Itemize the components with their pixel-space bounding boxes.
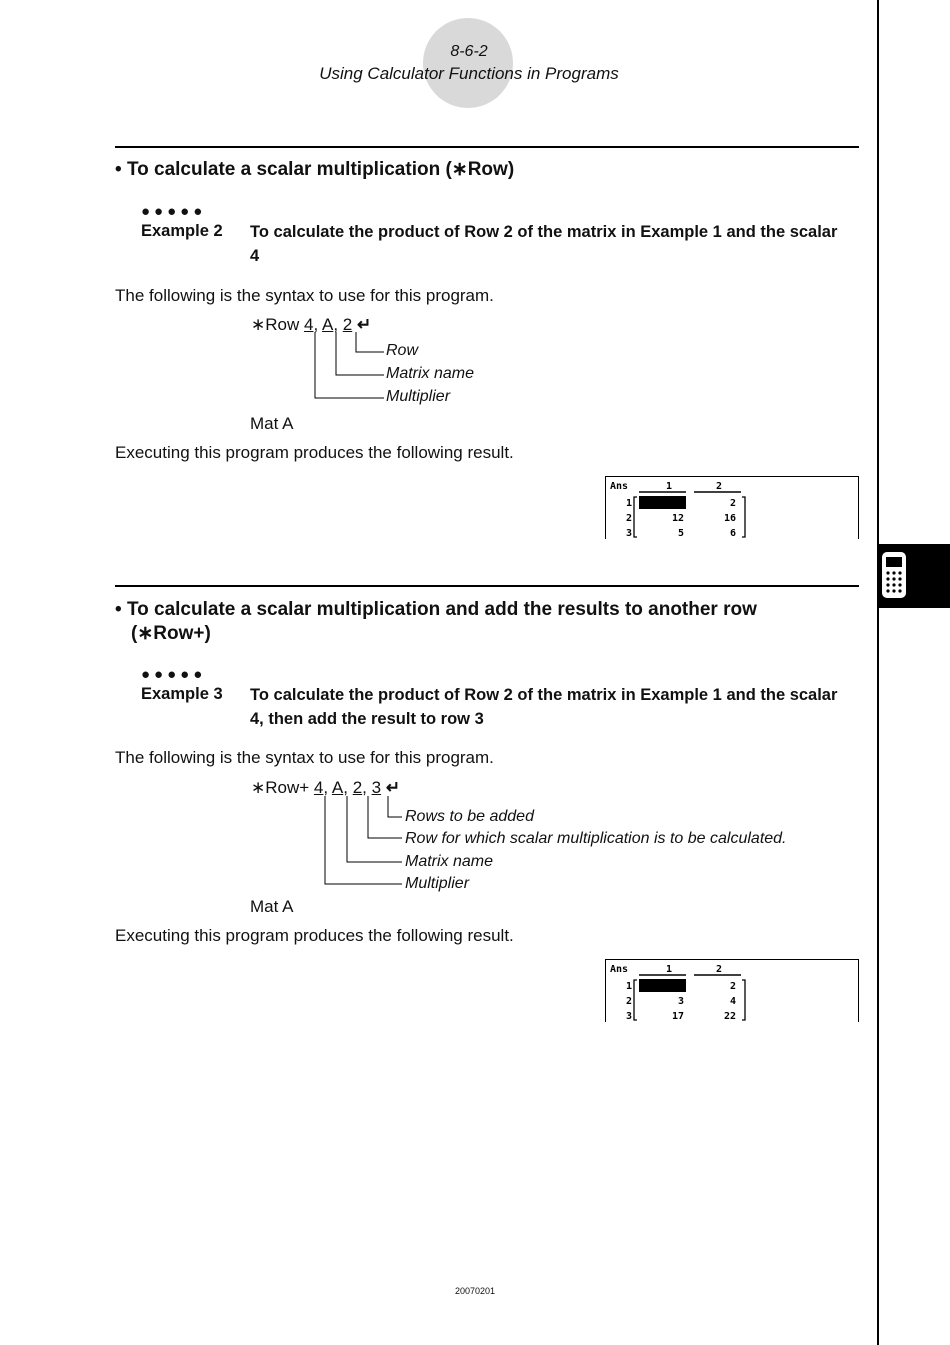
command-name: Row [265,315,300,334]
ans-label: Ans [610,964,629,975]
annotation-leader-lines [310,796,410,888]
heading-bullet: • [115,159,122,180]
syntax-arg: 4 [313,778,324,797]
syntax-line: ∗Row+ 4, A, 2, 3 ↵ [251,778,401,797]
section-divider [115,585,859,587]
matrix-cell: 6 [729,528,736,539]
result-intro: Executing this program produces the following result. [115,926,514,945]
annotation-label: Rows to be added [405,808,534,825]
calculator-screen [605,959,859,1022]
matrix-cell: 17 [671,1011,684,1022]
page-number: 8-6-2 [450,43,488,60]
matrix-cell: 16 [723,513,736,524]
annotation-leader-lines [300,332,390,402]
mat-line: Mat A [250,414,294,433]
asterisk-symbol: ∗ [251,778,266,797]
syntax-arg: A [331,778,344,797]
command-name: Row+ [265,778,310,797]
syntax-arg: 2 [342,315,353,334]
matrix-cell: 3 [677,996,684,1007]
heading-text-continued: (∗Row+) [131,623,211,644]
row-header: 1 [626,981,633,992]
row-header: 2 [626,996,633,1007]
example-label: Example 2 [141,222,223,240]
annotation-label: Multiplier [386,388,451,405]
column-header: 1 [666,481,673,492]
syntax-arg: A [321,315,334,334]
annotation-label: Row [386,342,419,359]
syntax-intro: The following is the syntax to use for this program. [115,286,494,305]
section-heading [115,598,757,622]
matrix-result-display [606,477,858,539]
matrix-cell: 22 [723,1011,736,1022]
matrix-cell: 5 [677,528,684,539]
syntax-arg: 4 [304,315,314,334]
heading-bullet: • [115,599,122,620]
heading-text: To calculate a scalar multiplication (∗Row) [126,159,515,180]
right-margin-rule [877,0,879,1345]
enter-icon: ↵ [356,315,372,334]
syntax-arg: 2 [352,778,363,797]
syntax-intro: The following is the syntax to use for this program. [115,748,494,767]
asterisk-symbol: ∗ [251,315,266,334]
example-dots: ●●●●● [141,203,207,220]
heading-text: To calculate a scalar multiplication and add the results to another row [126,599,757,620]
section-divider [115,146,859,148]
cursor-highlight [639,979,686,992]
ans-label: Ans [610,481,629,492]
syntax-arg: 3 [371,778,382,797]
result-intro: Executing this program produces the following result. [115,443,514,462]
footer-code: 20070201 [454,1286,496,1296]
matrix-cell: 12 [671,513,684,524]
syntax-line: ∗Row 4, A, 2 ↵ [251,315,372,334]
calculator-screen [605,476,859,539]
mat-line: Mat A [250,897,294,916]
annotation-label: Multiplier [405,875,470,892]
column-header: 2 [716,964,723,975]
matrix-cell: 4 [729,996,736,1007]
matrix-result-display [606,960,858,1022]
annotation-label: Row for which scalar multiplication is to be calculated. [405,830,787,847]
row-header: 2 [626,513,633,524]
column-header: 2 [716,481,723,492]
matrix-cell: 2 [729,981,736,992]
example-description: To calculate the product of Row 2 of the matrix in Example 1 and the scalar 4, then add the result to row 3 [250,686,838,728]
example-description: To calculate the product of Row 2 of the matrix in Example 1 and the scalar 4 [250,223,838,265]
example-dots: ●●●●● [141,666,207,683]
row-header: 3 [626,528,633,539]
cursor-highlight [639,496,686,509]
row-header: 1 [626,498,633,509]
page-title: Using Calculator Functions in Programs [319,64,619,83]
row-header: 3 [626,1011,633,1022]
matrix-cell: 2 [729,498,736,509]
chapter-side-tab[interactable] [879,544,950,608]
column-header: 1 [666,964,673,975]
enter-icon: ↵ [385,778,401,797]
annotation-label: Matrix name [386,365,475,382]
section-heading [115,158,514,182]
calculator-icon [879,544,950,608]
annotation-label: Matrix name [405,853,494,870]
header-circle-decoration [423,18,513,108]
example-label: Example 3 [141,685,223,703]
